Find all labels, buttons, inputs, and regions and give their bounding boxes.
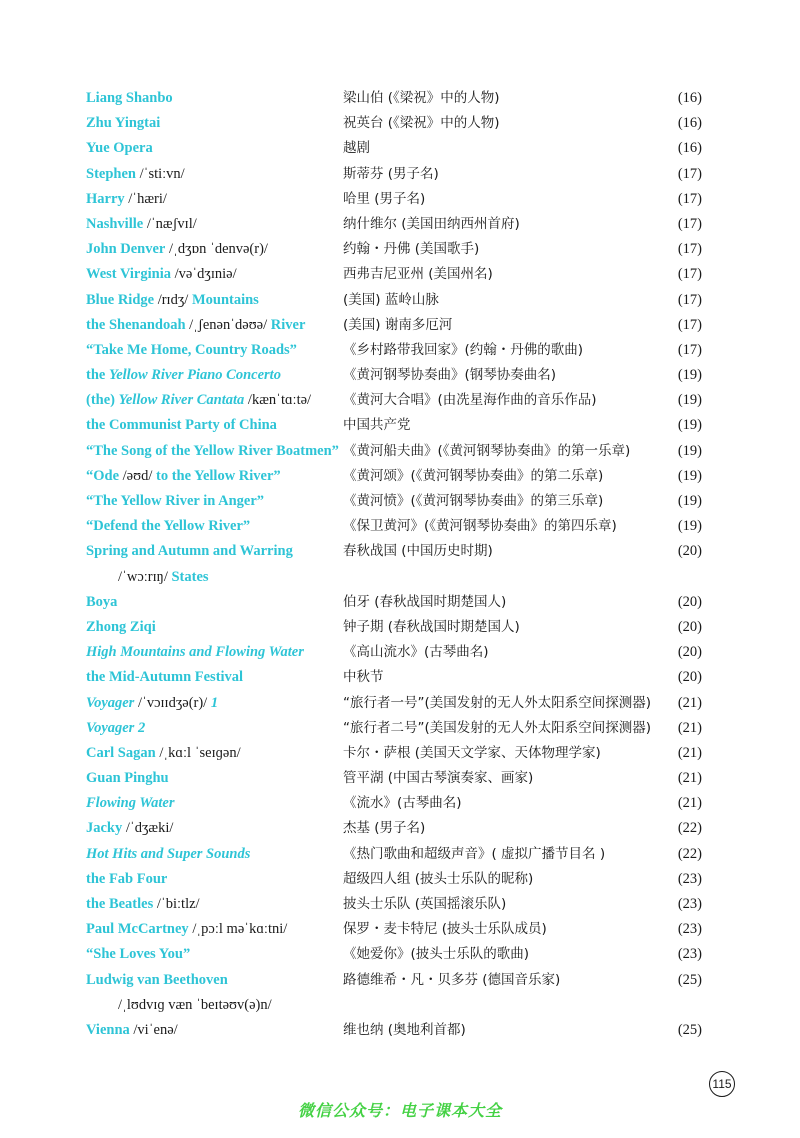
chinese-definition: 纳什维尔 (美国田纳西州首府) (343, 215, 520, 232)
glossary-row (0, 111, 800, 136)
glossary-term (86, 262, 237, 287)
unit-page-ref: (19) (677, 467, 702, 484)
glossary-row (0, 237, 800, 262)
unit-page-ref: (17) (677, 190, 702, 207)
term-text: Yue Opera (86, 140, 153, 157)
phonetic-text: /ˌdʒɒn ˈdenvə(r)/ (165, 241, 268, 258)
chinese-definition: 《保卫黄河》(《黄河钢琴协奏曲》的第四乐章) (343, 518, 617, 535)
glossary-term (86, 489, 264, 514)
glossary-row (0, 791, 800, 816)
glossary-term (86, 892, 200, 917)
glossary-row (0, 86, 800, 111)
glossary-term (86, 816, 173, 841)
page-number: 115 (709, 1071, 735, 1097)
glossary-term (118, 993, 272, 1018)
chinese-definition: 斯蒂芬 (男子名) (343, 165, 439, 182)
chinese-definition: 《热门歌曲和超级声音》( 虚拟广播节目名 ) (343, 845, 606, 862)
glossary-row (0, 313, 800, 338)
glossary-term (86, 942, 190, 967)
glossary-row (0, 942, 800, 967)
glossary-row (0, 640, 800, 665)
unit-page-ref: (21) (677, 795, 702, 812)
unit-page-ref: (19) (677, 417, 702, 434)
glossary-term (86, 388, 311, 413)
glossary-term (86, 162, 185, 187)
phonetic-text: /rɪdʒ/ (154, 291, 192, 308)
chinese-definition: 卡尔・萨根 (美国天文学家、天体物理学家) (343, 744, 601, 761)
term-text: “Defend the Yellow River” (86, 518, 251, 535)
glossary-row (0, 514, 800, 539)
term-text: the Mid-Autumn Festival (86, 669, 244, 686)
chinese-definition: 春秋战国 (中国历史时期) (343, 543, 493, 560)
chinese-definition: “旅行者二号”(美国发射的无人外太阳系空间探测器) (343, 719, 652, 736)
chinese-definition: 《黄河大合唱》(由冼星海作曲的音乐作品) (343, 392, 597, 409)
glossary-row (0, 968, 800, 993)
chinese-definition: 超级四人组 (披头士乐队的昵称) (343, 870, 534, 887)
unit-page-ref: (17) (677, 341, 702, 358)
chinese-definition: 西弗吉尼亚州 (美国州名) (343, 266, 493, 283)
glossary-term (86, 691, 218, 716)
chinese-definition: 保罗・麦卡特尼 (披头士乐队成员) (343, 921, 547, 938)
term-text: the Communist Party of China (86, 417, 277, 434)
glossary-row (0, 842, 800, 867)
term-text: “The Yellow River in Anger” (86, 493, 265, 509)
term-text: Jacky (86, 820, 123, 837)
unit-page-ref: (17) (677, 316, 702, 333)
glossary-row (0, 766, 800, 791)
glossary-term (86, 615, 156, 640)
phonetic-text: /ˈstiːvn/ (135, 165, 185, 182)
term-text: “Take Me Home, Country Roads” (86, 341, 297, 358)
term-text: Mountains (191, 291, 259, 308)
glossary-row (0, 993, 800, 1018)
term-text: “The Song of the Yellow River Boatmen” (86, 442, 339, 459)
phonetic-text: /ˌʃenənˈdəʊə/ (185, 316, 271, 333)
glossary-row (0, 917, 800, 942)
phonetic-text: /ˈbiːtlz/ (153, 896, 200, 912)
chinese-definition: 中国共产党 (343, 417, 411, 434)
glossary-row (0, 262, 800, 287)
unit-page-ref: (20) (677, 543, 702, 560)
term-text: 1 (210, 694, 219, 711)
unit-page-ref: (22) (677, 820, 702, 837)
glossary-term (86, 464, 281, 489)
term-text: River (270, 316, 306, 333)
unit-page-ref: (25) (677, 971, 702, 988)
term-text: “She Loves You” (86, 946, 191, 963)
chinese-definition: (美国) 蓝岭山脉 (343, 291, 439, 308)
glossary-row (0, 691, 800, 716)
term-text: to the Yellow River” (155, 467, 281, 484)
glossary-row (0, 489, 800, 514)
unit-page-ref: (22) (677, 845, 702, 862)
unit-page-ref: (21) (677, 719, 702, 736)
chinese-definition: 《黄河愤》(《黄河钢琴协奏曲》的第三乐章) (343, 493, 604, 509)
phonetic-text: /kænˈtɑːtə/ (244, 392, 312, 409)
chinese-definition: 约翰・丹佛 (美国歌手) (343, 241, 480, 258)
phonetic-text: /ˌkɑːl ˈseɪɡən/ (155, 744, 241, 761)
term-text: “Ode (86, 467, 120, 484)
glossary-row (0, 162, 800, 187)
unit-page-ref: (17) (677, 291, 702, 308)
glossary-row (0, 338, 800, 363)
glossary-term (86, 111, 160, 136)
term-text: West Virginia (86, 266, 171, 283)
glossary-term (118, 565, 209, 590)
term-text: Guan Pinghu (86, 770, 169, 787)
glossary-list (0, 86, 800, 1043)
glossary-term (86, 968, 228, 993)
unit-page-ref: (17) (677, 241, 702, 258)
unit-page-ref: (20) (677, 618, 702, 635)
term-text: Nashville (86, 215, 144, 232)
term-text: Yellow River Cantata (118, 392, 245, 409)
term-text: Liang Shanbo (86, 90, 173, 106)
term-text: Voyager (86, 694, 135, 711)
glossary-term (86, 741, 241, 766)
term-text: Carl Sagan (86, 744, 156, 761)
unit-page-ref: (16) (677, 115, 702, 132)
chinese-definition: 披头士乐队 (英国摇滚乐队) (343, 896, 507, 912)
unit-page-ref: (20) (677, 644, 702, 661)
chinese-definition: 祝英台 (《梁祝》中的人物) (343, 115, 500, 132)
term-text: Spring and Autumn and Warring (86, 543, 293, 560)
chinese-definition: 越剧 (343, 140, 370, 157)
glossary-term (86, 86, 173, 111)
term-text: the Fab Four (86, 870, 168, 887)
unit-page-ref: (20) (677, 669, 702, 686)
glossary-row (0, 464, 800, 489)
chinese-definition: 钟子期 (春秋战国时期楚国人) (343, 618, 520, 635)
glossary-row (0, 439, 800, 464)
phonetic-text: /ˈdʒæki/ (122, 820, 174, 837)
glossary-term (86, 1018, 178, 1043)
chinese-definition: 哈里 (男子名) (343, 190, 426, 207)
glossary-row (0, 413, 800, 438)
unit-page-ref: (19) (677, 518, 702, 535)
chinese-definition: 管平湖 (中国古琴演奏家、画家) (343, 770, 534, 787)
term-text: Zhu Yingtai (86, 115, 161, 132)
phonetic-text: /ˈnæʃvɪl/ (143, 215, 197, 232)
unit-page-ref: (19) (677, 367, 702, 384)
chinese-definition: 《高山流水》(古琴曲名) (343, 644, 489, 661)
unit-page-ref: (16) (677, 90, 702, 106)
glossary-term (86, 237, 268, 262)
phonetic-text: /vəˈdʒɪniə/ (171, 266, 237, 283)
glossary-row (0, 716, 800, 741)
unit-page-ref: (25) (677, 1021, 702, 1038)
glossary-row (0, 187, 800, 212)
unit-page-ref: (23) (677, 896, 702, 912)
unit-page-ref: (16) (677, 140, 702, 157)
term-text: Flowing Water (86, 795, 175, 812)
unit-page-ref: (17) (677, 165, 702, 182)
term-text: Stephen (86, 165, 136, 182)
glossary-term (86, 766, 169, 791)
chinese-definition: 《黄河钢琴协奏曲》(钢琴协奏曲名) (343, 367, 557, 384)
term-text: Ludwig van Beethoven (86, 971, 228, 988)
term-text: States (171, 568, 209, 585)
term-text: High Mountains and Flowing Water (86, 644, 304, 661)
glossary-row (0, 212, 800, 237)
unit-page-ref: (21) (677, 694, 702, 711)
unit-page-ref: (17) (677, 215, 702, 232)
term-text: Harry (86, 190, 125, 207)
glossary-term (86, 288, 259, 313)
glossary-term (86, 363, 281, 388)
unit-page-ref: (19) (677, 392, 702, 409)
glossary-term (86, 187, 167, 212)
glossary-term (86, 413, 277, 438)
term-text: Vienna (86, 1021, 130, 1038)
phonetic-text: /ˌpɔːl məˈkɑːtni/ (188, 921, 288, 938)
chinese-definition: 《黄河颂》(《黄河钢琴协奏曲》的第二乐章) (343, 467, 604, 484)
glossary-term (86, 842, 250, 867)
glossary-row (0, 665, 800, 690)
unit-page-ref: (19) (677, 493, 702, 509)
chinese-definition: 《她爱你》(披头士乐队的歌曲) (343, 946, 530, 963)
phonetic-text: /ˈwɔːrɪŋ/ (118, 568, 172, 585)
term-text: Zhong Ziqi (86, 618, 156, 635)
chinese-definition: 路德维希・凡・贝多芬 (德国音乐家) (343, 971, 561, 988)
chinese-definition: “旅行者一号”(美国发射的无人外太阳系空间探测器) (343, 694, 652, 711)
chinese-definition: 伯牙 (春秋战国时期楚国人) (343, 593, 507, 610)
chinese-definition: 梁山伯 (《梁祝》中的人物) (343, 90, 500, 106)
glossary-row (0, 1018, 800, 1043)
unit-page-ref: (23) (677, 946, 702, 963)
chinese-definition: 《乡村路带我回家》(约翰・丹佛的歌曲) (343, 341, 584, 358)
glossary-term (86, 665, 243, 690)
term-text: Blue Ridge (86, 291, 155, 308)
glossary-term (86, 439, 339, 464)
term-text: the Shenandoah (86, 316, 186, 333)
glossary-term (86, 338, 297, 363)
term-text: Paul McCartney (86, 921, 189, 938)
unit-page-ref: (23) (677, 921, 702, 938)
glossary-row (0, 615, 800, 640)
unit-page-ref: (21) (677, 744, 702, 761)
glossary-term (86, 867, 167, 892)
glossary-row (0, 363, 800, 388)
unit-page-ref: (19) (677, 442, 702, 459)
phonetic-text: /ˌlʊdvɪɡ væn ˈbeɪtəʊv(ə)n/ (118, 996, 272, 1013)
term-text: Yellow River Piano Concerto (108, 367, 281, 384)
watermark: 微信公众号：电子课本大全 (297, 1101, 502, 1120)
glossary-row (0, 741, 800, 766)
glossary-term (86, 212, 197, 237)
chinese-definition: 杰基 (男子名) (343, 820, 426, 837)
glossary-term (86, 917, 287, 942)
glossary-row (0, 539, 800, 564)
term-text: John Denver (86, 241, 166, 258)
phonetic-text: /viˈenə/ (129, 1021, 178, 1038)
glossary-row (0, 892, 800, 917)
glossary-row (0, 816, 800, 841)
phonetic-text: /ˈhæri/ (124, 190, 167, 207)
glossary-term (86, 716, 145, 741)
unit-page-ref: (21) (677, 770, 702, 787)
glossary-row (0, 565, 800, 590)
glossary-row (0, 867, 800, 892)
glossary-term (86, 539, 293, 564)
glossary-term (86, 640, 304, 665)
glossary-row (0, 136, 800, 161)
unit-page-ref: (17) (677, 266, 702, 283)
term-text: Boya (86, 593, 118, 610)
term-text: the (86, 367, 109, 384)
phonetic-text: /əʊd/ (119, 467, 156, 484)
term-text: (the) (86, 392, 119, 409)
term-text: the Beatles (86, 896, 154, 912)
glossary-term (86, 313, 305, 338)
term-text: Hot Hits and Super Sounds (86, 845, 251, 862)
term-text: Voyager 2 (86, 719, 146, 736)
glossary-term (86, 791, 175, 816)
chinese-definition: 维也纳 (奥地利首都) (343, 1021, 466, 1038)
glossary-row (0, 288, 800, 313)
glossary-term (86, 514, 250, 539)
chinese-definition: (美国) 谢南多厄河 (343, 316, 453, 333)
chinese-definition: 中秋节 (343, 669, 384, 686)
glossary-term (86, 590, 117, 615)
glossary-term (86, 136, 153, 161)
glossary-row (0, 388, 800, 413)
chinese-definition: 《黄河船夫曲》(《黄河钢琴协奏曲》的第一乐章) (343, 442, 631, 459)
phonetic-text: /ˈvɔɪɪdʒə(r)/ (134, 694, 211, 711)
glossary-row (0, 590, 800, 615)
chinese-definition: 《流水》(古琴曲名) (343, 795, 462, 812)
unit-page-ref: (20) (677, 593, 702, 610)
unit-page-ref: (23) (677, 870, 702, 887)
